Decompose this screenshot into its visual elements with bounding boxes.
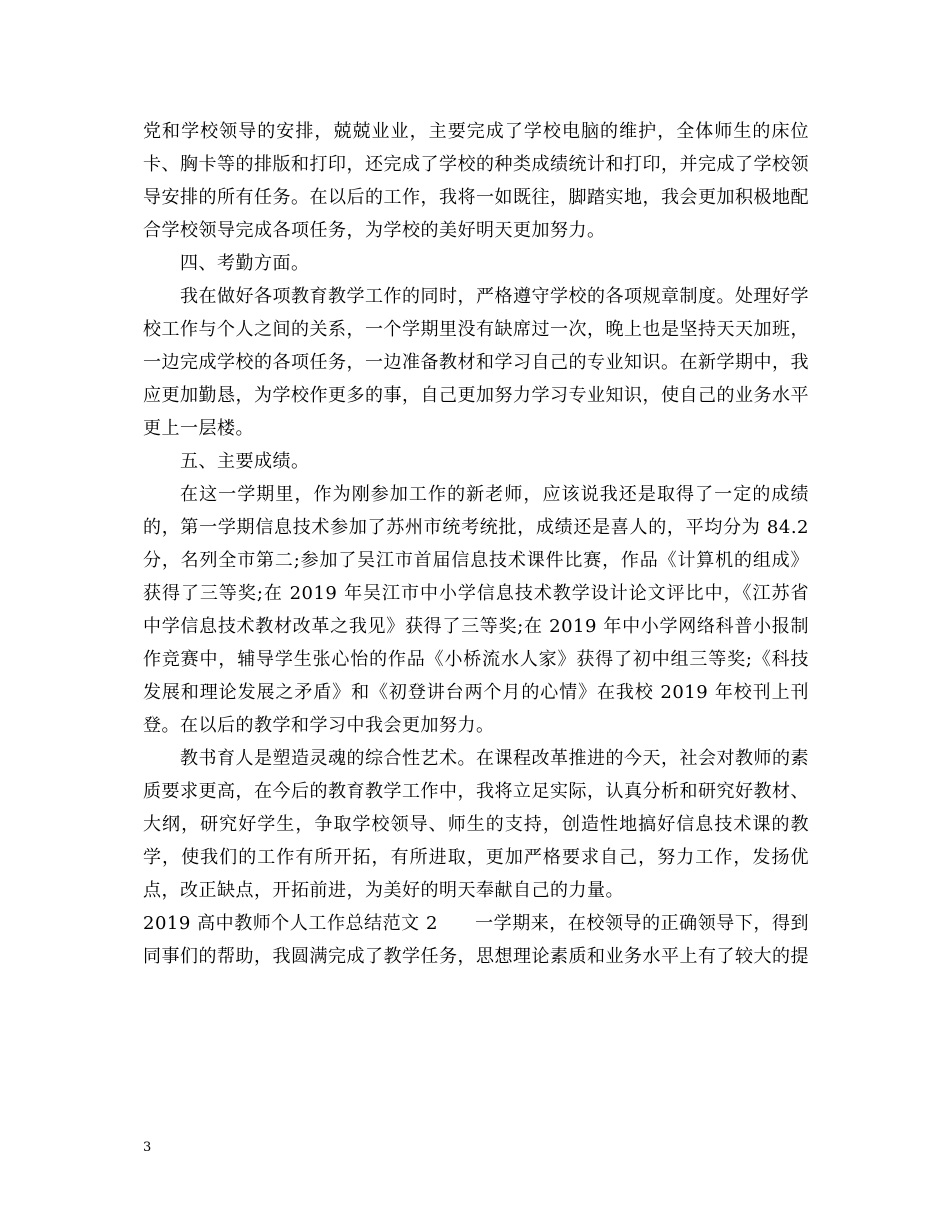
page-number: 3 xyxy=(143,1140,152,1155)
paragraph-conclusion: 教书育人是塑造灵魂的综合性艺术。在课程改革推进的今天，社会对教师的素质要求更高，在今后的教育教学工作中，我将立足实际，认真分析和研究好教材、大纲，研究好学生，争取学校领导、师生的支持，创造性地搞好信息技术课的教学，使我们的工作有所开拓，有所进取，更加严格要求自己，努力工作，发扬优点，改正缺点，开拓前进，为美好的明天奉献自己的力量。 xyxy=(143,748,809,901)
section-heading-attendance: 四、考勤方面。 xyxy=(180,253,310,274)
section-heading-achievements: 五、主要成绩。 xyxy=(180,451,310,472)
paragraph-next-article: 2019 高中教师个人工作总结范文 2 一学期来，在校领导的正确领导下，得到同事们的帮助，我圆满完成了教学任务，思想理论素质和业务水平上有了较大的提 xyxy=(143,913,809,967)
paragraph-1: 党和学校领导的安排，兢兢业业，主要完成了学校电脑的维护，全体师生的床位卡、胸卡等的排版和打印，还完成了学校的种类成绩统计和打印，并完成了学校领导安排的所有任务。在以后的工作，我将一如既往，脚踏实地，我会更加积极地配合学校领导完成各项任务，为学校的美好明天更加努力。 xyxy=(143,121,809,241)
paragraph-attendance: 我在做好各项教育教学工作的同时，严格遵守学校的各项规章制度。处理好学校工作与个人之间的关系，一个学期里没有缺席过一次，晚上也是坚持天天加班，一边完成学校的各项任务，一边准备教材和学习自己的专业知识。在新学期中，我应更加勤恳，为学校作更多的事，自己更加努力学习专业知识，使自己的业务水平更上一层楼。 xyxy=(143,286,809,439)
paragraph-achievements: 在这一学期里，作为刚参加工作的新老师，应该说我还是取得了一定的成绩的，第一学期信息技术参加了苏州市统考统批，成绩还是喜人的，平均分为 84.2 分，名列全市第二;参加了吴江市首届信息技术课件比赛，作品《计算机的组成》获得了三等奖;在 2019 年吴江市中小学信息技术教学设计论文评比中，《江苏省中学信息技术教材改革之我见》获得了三等奖;在 2019 年中小学网络科普小报制作竞赛中，辅导学生张心怡的作品《小桥流水人家》获得了初中组三等奖;《科技发展和理论发展之矛盾》和《初登讲台两个月的心情》在我校 2019 年校刊上刊登。在以后的教学和学习中我会更加努力。 xyxy=(143,484,809,736)
document-body xyxy=(143,115,809,973)
